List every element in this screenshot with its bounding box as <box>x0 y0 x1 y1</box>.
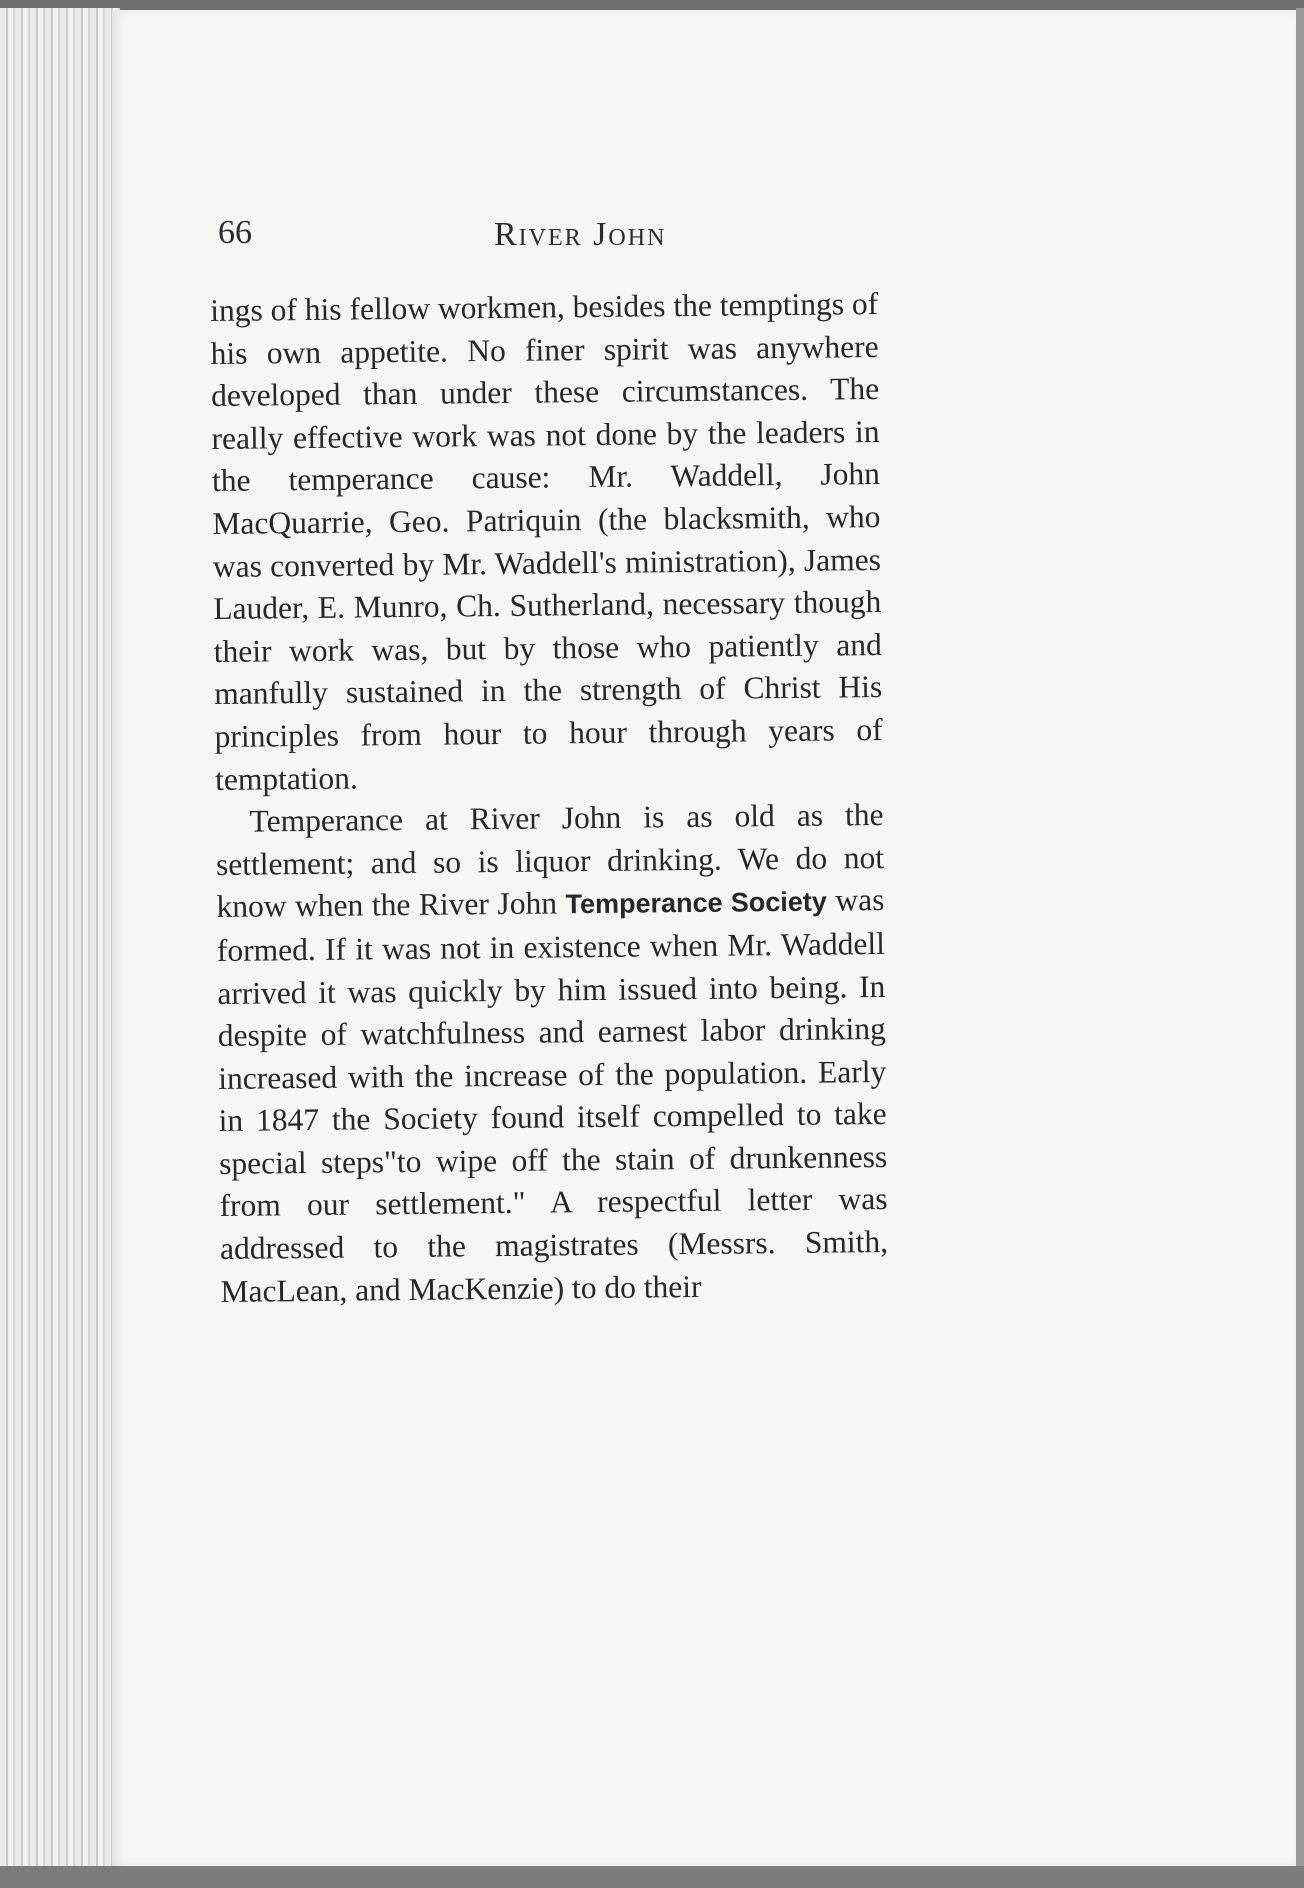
paragraph-text: Temperance at River John is as old as the settlement; and so is liquor drinking. We do not know when the River John <box>215 797 885 925</box>
running-title: River John <box>494 216 667 253</box>
book-page-edges <box>0 8 120 1868</box>
paragraph: ings of his fellow workmen, besides the temptings of his own appetite. No finer spirit was anywhere developed than under these circumstances. The really effective work was not done by the leaders in the temperance cause: Mr. Waddell, John MacQuarrie, Geo. Patriquin (the blacksmith, who was converted by Mr. Waddell's ministration), James Lauder, E. Munro, Ch. Sutherland, necessary though their work was, but by those who patiently and manfully sustained in the strength of Christ His principles from hour to hour through years of temptation. <box>210 286 883 797</box>
scan-top-border <box>0 0 1304 10</box>
bold-phrase: Temperance Society <box>565 886 828 920</box>
page-number: 66 <box>218 214 252 251</box>
paragraph-text: was formed. If it was not in existence when Mr. Waddell arrived it was quickly by him issued into being. In despite of watchfulness and earnest labor drinking increased with the increase of the population. Early in 1847 the Society found itself compelled to take special steps"to wipe off the stain of drunkenness from our settlement." A respectful letter was addressed to the magistrates (Messrs. Smith, MacLean, and MacKenzie) to do their <box>216 882 889 1309</box>
page-header <box>218 214 858 270</box>
scan-right-border <box>1296 8 1304 1868</box>
scan-bottom-border <box>0 1866 1304 1888</box>
page-body <box>210 283 889 1313</box>
paragraph <box>215 794 888 1313</box>
